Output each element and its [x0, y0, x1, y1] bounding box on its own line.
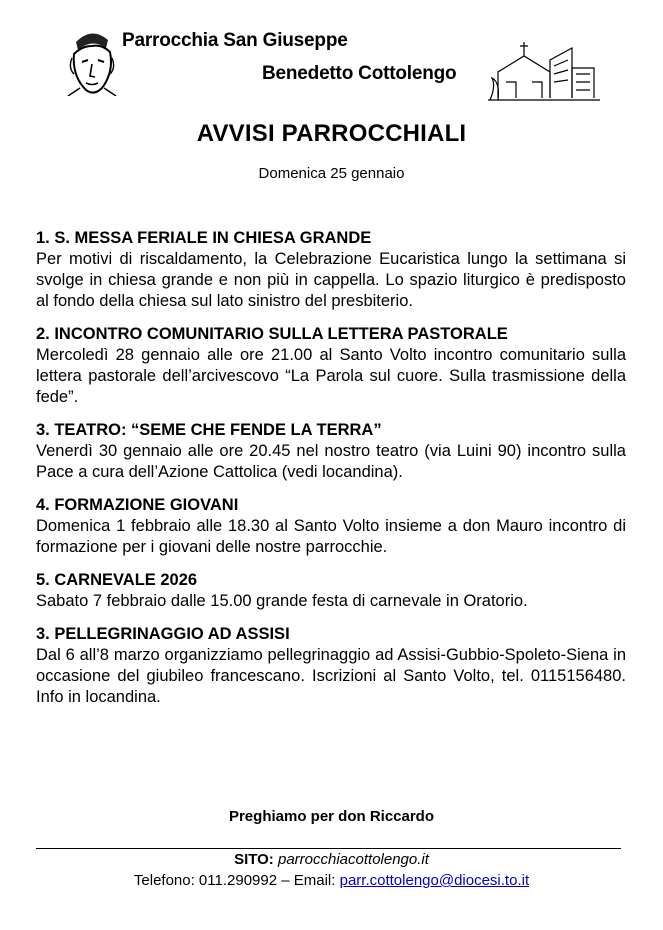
page-title: AVVISI PARROCCHIALI	[196, 120, 467, 147]
notice-body: Venerdì 30 gennaio alle ore 20.45 nel nostro teatro (via Luini 90) incontro sulla Pace a cura dell’Azione Cattolica (vedi locandina).	[36, 442, 626, 481]
prayer-line: Preghiamo per don Riccardo	[228, 808, 435, 825]
notice-body: Mercoledì 28 gennaio alle ore 21.00 al Santo Volto incontro comunitario sulla lettera pastorale dell’arcivescovo “La Parola sul cuore. Sulla trasmissione della fede”.	[36, 346, 626, 406]
notice-heading: 4. FORMAZIONE GIOVANI	[36, 496, 239, 514]
notice-heading: 3. PELLEGRINAGGIO AD ASSISI	[36, 625, 290, 643]
notice-heading: 1. S. MESSA FERIALE IN CHIESA GRANDE	[36, 229, 372, 247]
notice-item	[36, 570, 626, 612]
church-building-icon	[488, 38, 600, 104]
footer-divider	[36, 848, 621, 849]
site-label: SITO:	[234, 851, 274, 868]
site-url[interactable]: parrocchiacottolengo.it	[277, 851, 429, 868]
notice-heading: 5. CARNEVALE 2026	[36, 571, 198, 589]
notice-item	[36, 624, 626, 708]
contacts-text: Telefono: 011.290992 – Email:	[133, 872, 336, 889]
notice-heading: 2. INCONTRO COMUNITARIO SULLA LETTERA PASTORALE	[36, 325, 508, 343]
notice-item	[36, 228, 626, 312]
notice-item	[36, 420, 626, 483]
email-link[interactable]: parr.cottolengo@diocesi.to.it	[339, 872, 530, 889]
header	[0, 0, 663, 110]
notice-body: Per motivi di riscaldamento, la Celebrazione Eucaristica lungo la settimana si svolge in chiesa grande e non più in cappella. Lo spazio liturgico è predisposto al fondo della chiesa sul lato sinistro del presbiterio.	[36, 250, 626, 310]
parish-name-line1: Parrocchia San Giuseppe	[122, 30, 348, 51]
notice-body: Dal 6 all’8 marzo organizziamo pellegrinaggio ad Assisi-Gubbio-Spoleto-Siena in occasione del giubileo francescano. Iscrizioni al Santo Volto, tel. 0115156480. Info in locandina.	[36, 646, 626, 706]
notice-body: Domenica 1 febbraio alle 18.30 al Santo Volto insieme a don Mauro incontro di formazione per i giovani delle nostre parrocchie.	[36, 517, 626, 556]
notice-item	[36, 324, 626, 408]
site-line	[0, 851, 663, 868]
notice-item	[36, 495, 626, 558]
contacts-line	[0, 872, 663, 889]
date-line: Domenica 25 gennaio	[258, 165, 405, 182]
notices-list	[36, 228, 626, 720]
notice-body: Sabato 7 febbraio dalle 15.00 grande festa di carnevale in Oratorio.	[36, 592, 528, 610]
notice-heading: 3. TEATRO: “SEME CHE FENDE LA TERRA”	[36, 421, 382, 439]
saint-portrait-icon	[66, 24, 118, 96]
parish-name-line2: Benedetto Cottolengo	[262, 63, 457, 84]
